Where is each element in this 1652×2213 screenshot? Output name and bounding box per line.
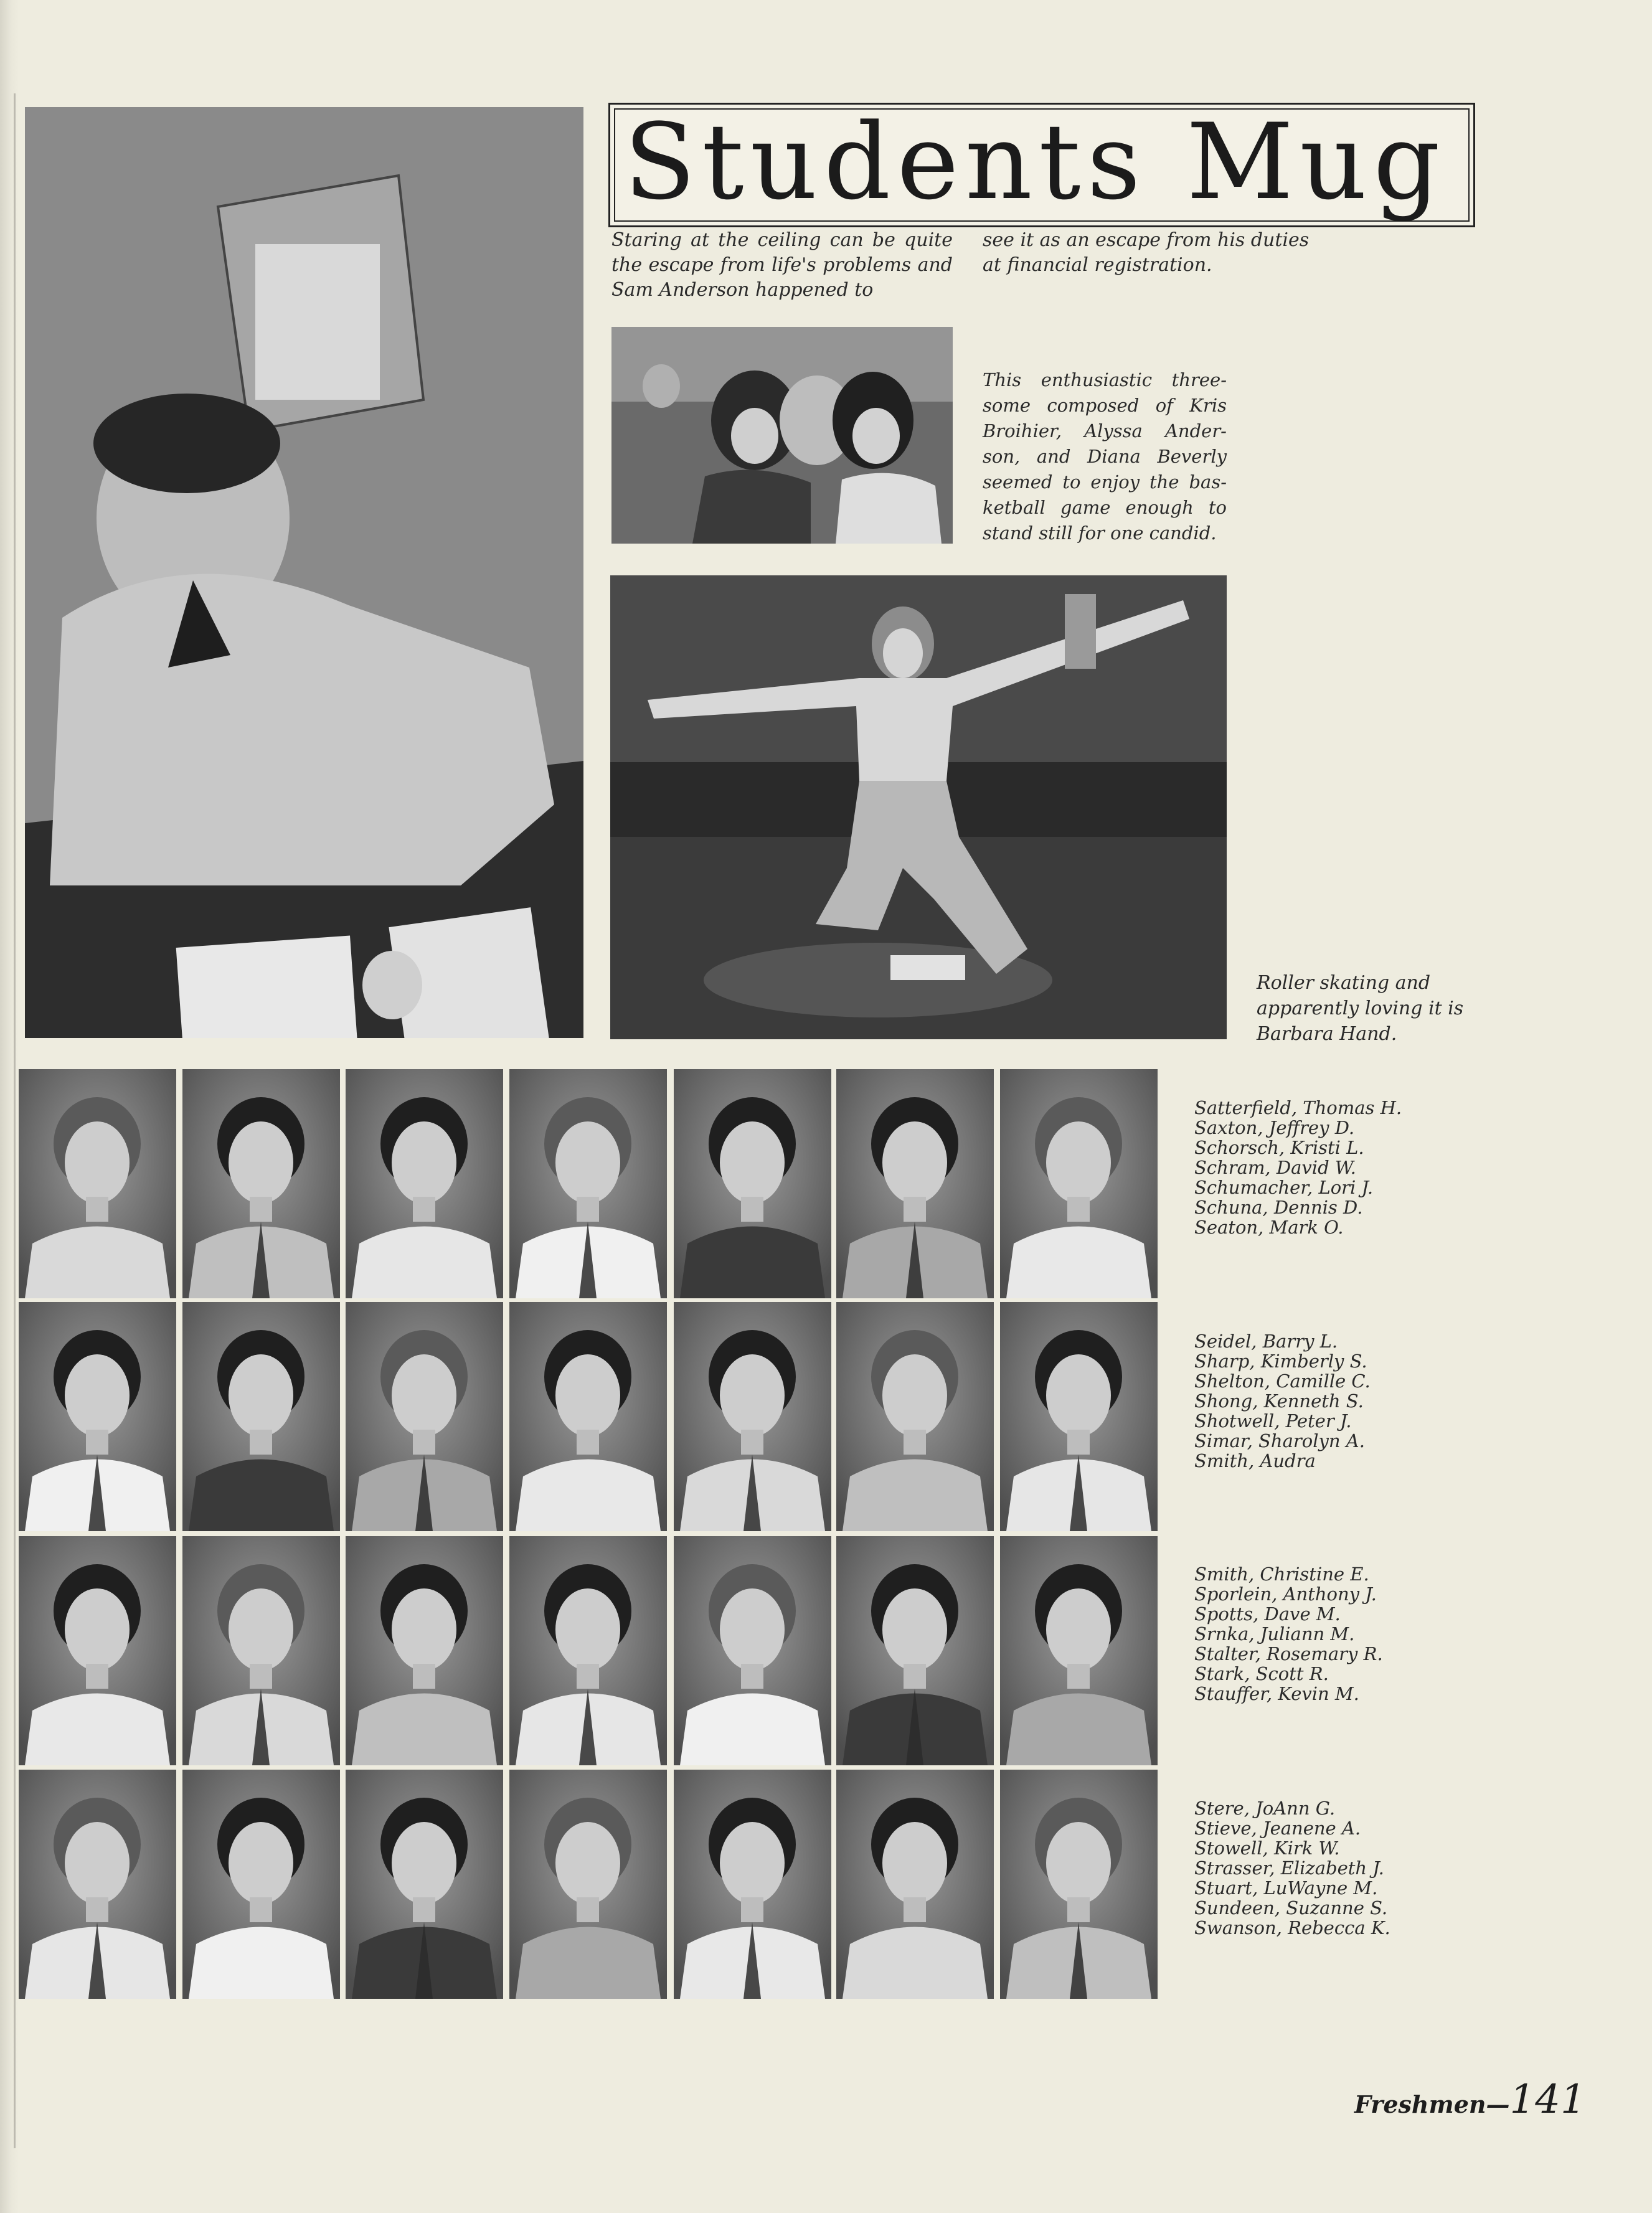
student-name: Simar, Sharolyn A. [1194, 1430, 1365, 1451]
student-name: Seidel, Barry L. [1194, 1331, 1338, 1352]
student-name: Stuart, LuWayne M. [1194, 1877, 1378, 1899]
student-name: Smith, Audra [1194, 1450, 1316, 1471]
caption-anderson-col1: Staring at the ceiling can be quite the escape from life's problems and Sam Anderson happened to [611, 229, 953, 301]
student-name: Schorsch, Kristi L. [1194, 1137, 1364, 1158]
student-name: Stauffer, Kevin M. [1194, 1683, 1359, 1704]
student-name: Stalter, Rosemary R. [1194, 1643, 1383, 1664]
student-portrait-photo [836, 1069, 994, 1298]
student-portrait-photo [19, 1302, 176, 1531]
portrait-row-3 [19, 1536, 1164, 1765]
folio-section: Freshmen— [1354, 2090, 1510, 2118]
student-name: Schumacher, Lori J. [1194, 1177, 1374, 1198]
student-name: Shong, Kenneth S. [1194, 1390, 1364, 1412]
student-name: Smith, Christine E. [1194, 1564, 1369, 1585]
caption-threesome: This enthusiastic three-some composed of Kris Broihier, Alyssa Ander-son, and Diana Beverly seemed to enjoy the bas-ketball game enough to stand still for one candid. [983, 369, 1227, 544]
student-name: Satterfield, Thomas H. [1194, 1097, 1402, 1118]
student-name: Spotts, Dave M. [1194, 1603, 1341, 1625]
portrait-row-2 [19, 1302, 1164, 1531]
student-portrait-photo [509, 1302, 667, 1531]
name-list-row-3 [1194, 1564, 1456, 1704]
student-portrait-photo [346, 1302, 503, 1531]
student-name: Sharp, Kimberly S. [1194, 1351, 1367, 1372]
student-portrait-photo [509, 1536, 667, 1765]
caption-skating: Roller skating and apparently loving it is Barbara Hand. [1257, 972, 1464, 1045]
student-portrait-photo [19, 1536, 176, 1765]
student-portrait-photo [1000, 1770, 1158, 1999]
student-portrait-photo [1000, 1536, 1158, 1765]
student-name: Stowell, Kirk W. [1194, 1838, 1340, 1859]
student-portrait-photo [674, 1302, 831, 1531]
student-name: Shotwell, Peter J. [1194, 1410, 1352, 1432]
page-binding-edge [0, 0, 19, 2213]
student-portrait-photo [182, 1536, 340, 1765]
student-name: Saxton, Jeffrey D. [1194, 1117, 1355, 1138]
student-portrait-photo [19, 1069, 176, 1298]
student-name: Swanson, Rebecca K. [1194, 1917, 1390, 1938]
portrait-row-4 [19, 1770, 1164, 1999]
student-name: Shelton, Camille C. [1194, 1371, 1371, 1392]
student-portrait-photo [509, 1069, 667, 1298]
student-portrait-photo [674, 1536, 831, 1765]
page-folio [1354, 2077, 1586, 2123]
photo-sam-anderson [25, 107, 583, 1038]
student-name: Seaton, Mark O. [1194, 1217, 1344, 1238]
student-portrait-photo [674, 1770, 831, 1999]
photo-roller-skating [610, 575, 1227, 1039]
student-portrait-photo [509, 1770, 667, 1999]
student-name: Schuna, Dennis D. [1194, 1197, 1363, 1218]
student-portrait-photo [836, 1302, 994, 1531]
student-portrait-photo [836, 1770, 994, 1999]
student-portrait-photo [346, 1770, 503, 1999]
student-portrait-photo [674, 1069, 831, 1298]
student-name: Srnka, Juliann M. [1194, 1623, 1355, 1644]
folio-page-number: 141 [1509, 2077, 1586, 2123]
student-name: Sundeen, Suzanne S. [1194, 1897, 1388, 1918]
student-name: Stere, JoAnn G. [1194, 1798, 1336, 1819]
student-name: Stark, Scott R. [1194, 1663, 1329, 1684]
student-name: Schram, David W. [1194, 1157, 1356, 1178]
student-portrait-photo [346, 1069, 503, 1298]
student-portrait-photo [182, 1770, 340, 1999]
student-portrait-photo [19, 1770, 176, 1999]
headline-box [608, 103, 1475, 227]
name-list-row-2 [1194, 1331, 1456, 1471]
student-name: Strasser, Elizabeth J. [1194, 1857, 1384, 1879]
student-portrait-photo [346, 1536, 503, 1765]
student-portrait-photo [1000, 1302, 1158, 1531]
student-portrait-photo [182, 1302, 340, 1531]
name-list-row-4 [1194, 1798, 1456, 1938]
caption-anderson-col2: see it as an escape from his duties at financial registration. [983, 229, 1310, 276]
headline-title: Students Mug [624, 101, 1447, 223]
name-list-row-1 [1194, 1098, 1456, 1237]
portrait-row-1 [19, 1069, 1164, 1298]
photo-basketball-threesome [611, 327, 953, 544]
student-name: Stieve, Jeanene A. [1194, 1818, 1361, 1839]
student-portrait-photo [182, 1069, 340, 1298]
student-portrait-photo [836, 1536, 994, 1765]
student-name: Sporlein, Anthony J. [1194, 1583, 1377, 1605]
student-portrait-photo [1000, 1069, 1158, 1298]
